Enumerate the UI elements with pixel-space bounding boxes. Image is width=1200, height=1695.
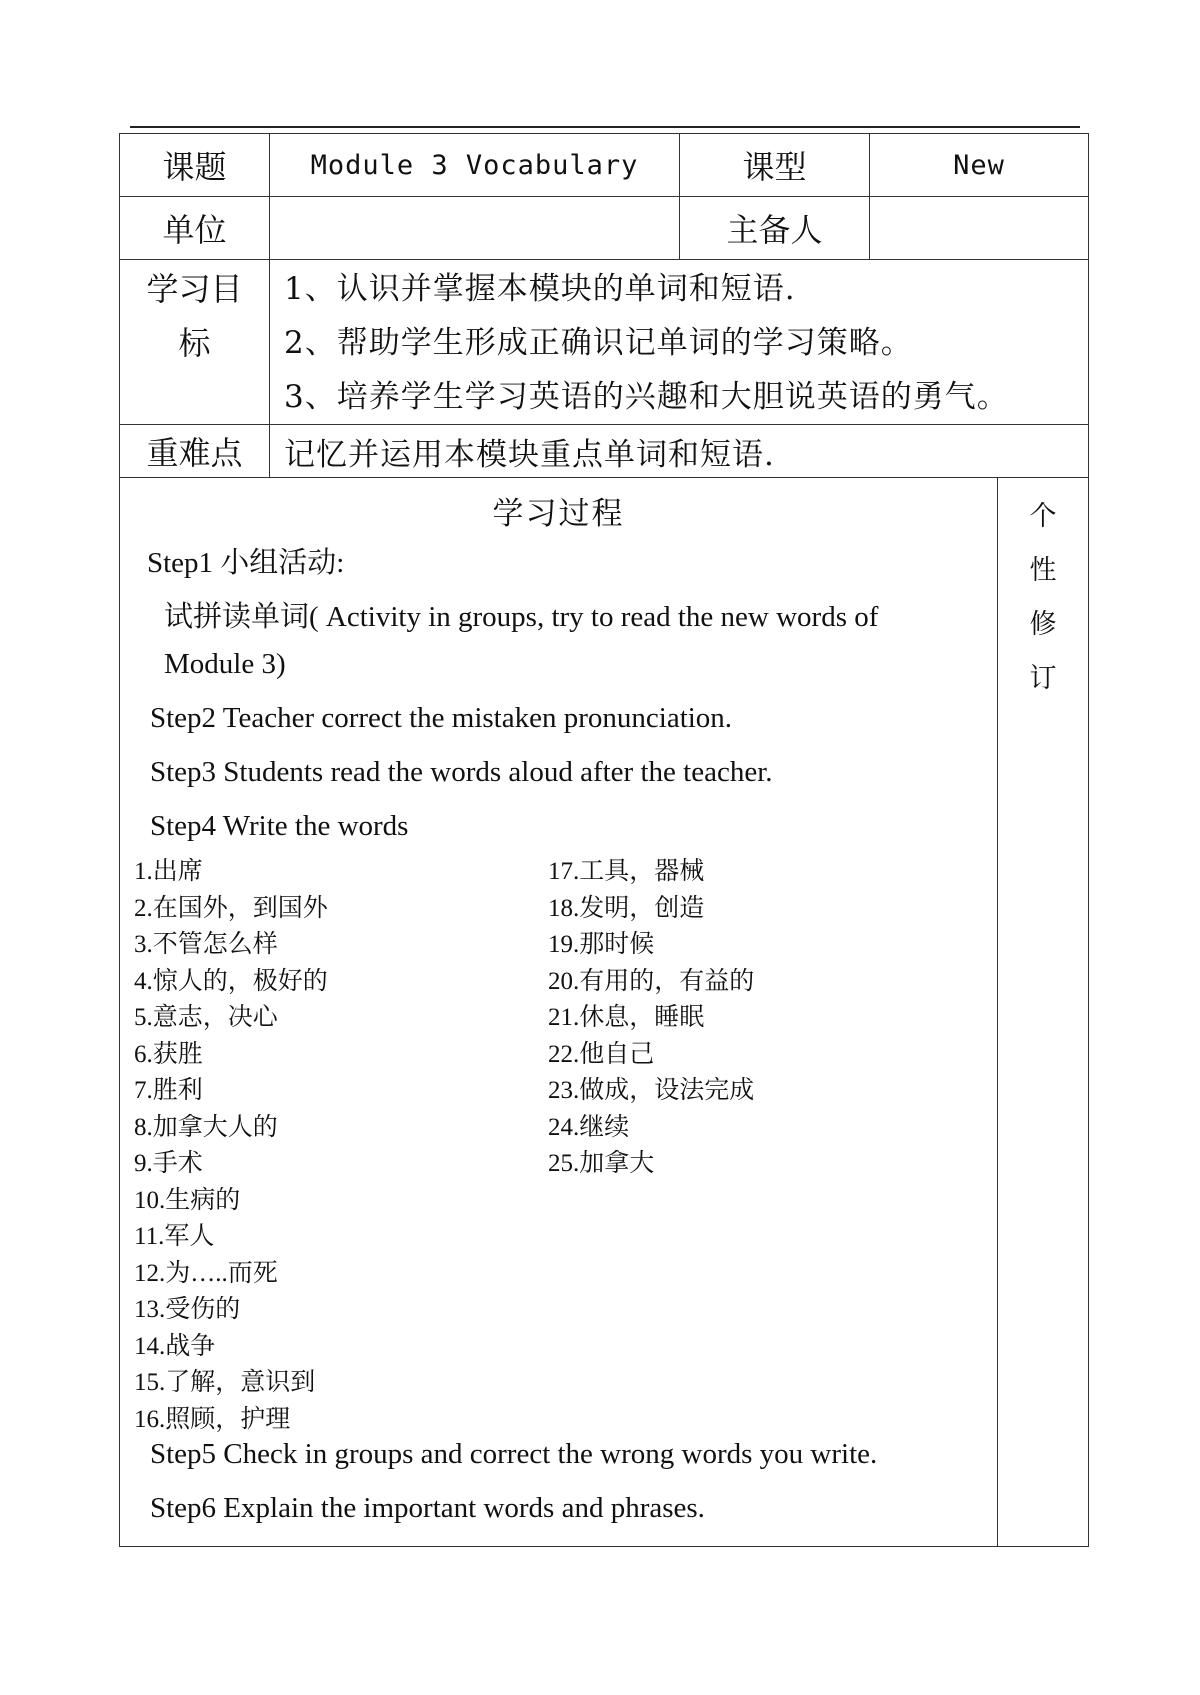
word-item: 20.有用的，有益的	[548, 967, 755, 995]
word-item: 15.了解，意识到	[134, 1369, 316, 1396]
process-main	[120, 478, 998, 1546]
word-item: 9.手术	[134, 1150, 203, 1177]
word-item: 22.他自己	[548, 1040, 655, 1068]
step1-detail-b: Module 3)	[164, 648, 286, 680]
preparer-value	[870, 197, 1089, 260]
word-item: 25.加拿大	[548, 1150, 655, 1177]
words-left-column	[134, 854, 328, 1438]
lesson-plan-table	[119, 133, 1089, 1547]
goals-list	[270, 260, 1089, 425]
word-item: 4.惊人的，极好的	[134, 967, 328, 995]
word-item: 10.生病的	[134, 1186, 241, 1214]
words-right-column	[548, 854, 754, 1183]
word-item: 18.发明，创造	[548, 894, 705, 922]
process-title: 学习过程	[492, 496, 625, 532]
preparer-label: 主备人	[680, 197, 870, 260]
header-rule	[130, 126, 1080, 128]
step5: Step5 Check in groups and correct the wrong words you write.	[150, 1438, 878, 1470]
word-item: 13.受伤的	[134, 1296, 241, 1323]
key-points-row	[120, 425, 1089, 478]
type-value: New	[870, 134, 1089, 197]
word-item: 8.加拿大人的	[134, 1113, 278, 1141]
step6: Step6 Explain the important words and phrases.	[150, 1492, 705, 1524]
type-label: 课型	[680, 134, 870, 197]
side-note-char: 修	[1029, 609, 1057, 640]
unit-label: 单位	[120, 197, 270, 260]
side-note-char: 性	[1029, 555, 1057, 586]
goals-row	[120, 260, 1089, 425]
unit-row	[120, 197, 1089, 260]
side-note-char: 个	[1029, 501, 1057, 532]
process-cell	[120, 478, 1089, 1547]
word-item: 24.继续	[548, 1113, 630, 1141]
word-item: 2.在国外，到国外	[134, 894, 328, 922]
process-row	[120, 478, 1089, 1547]
word-item: 1.出席	[134, 858, 203, 885]
side-note-char: 订	[1029, 663, 1057, 694]
goals-label	[120, 260, 270, 425]
topic-label: 课题	[120, 134, 270, 197]
topic-value: Module 3 Vocabulary	[270, 134, 680, 197]
step1-detail-a: 试拼读单词( Activity in groups, try to read the new words of	[164, 601, 879, 633]
word-item: 7.胜利	[134, 1077, 203, 1104]
topic-row	[120, 134, 1089, 197]
word-item: 17.工具，器械	[548, 858, 705, 885]
word-item: 21.休息，睡眠	[548, 1004, 705, 1031]
goals-label-line1: 学习目	[146, 270, 243, 308]
key-points-value: 记忆并运用本模块重点单词和短语.	[270, 425, 1089, 478]
goals-label-line2: 标	[178, 324, 211, 362]
step2: Step2 Teacher correct the mistaken pronunciation.	[150, 702, 733, 734]
goal-item: 1、认识并掌握本模块的单词和短语.	[284, 271, 796, 307]
goal-item: 2、帮助学生形成正确识记单词的学习策略。	[284, 325, 913, 361]
word-item: 16.照顾，护理	[134, 1405, 291, 1433]
key-points-label: 重难点	[120, 425, 270, 478]
word-item: 6.获胜	[134, 1040, 203, 1068]
word-item: 3.不管怎么样	[134, 931, 278, 958]
step4: Step4 Write the words	[150, 810, 409, 842]
word-item: 12.为…..而死	[134, 1259, 278, 1287]
word-item: 11.军人	[134, 1223, 215, 1250]
step1: Step1 小组活动:	[147, 547, 345, 579]
word-item: 14.战争	[134, 1332, 216, 1360]
goal-item: 3、培养学生学习英语的兴趣和大胆说英语的勇气。	[284, 379, 1009, 415]
word-item: 5.意志，决心	[134, 1004, 278, 1031]
word-item: 23.做成，设法完成	[548, 1077, 755, 1104]
word-item: 19.那时候	[548, 931, 655, 958]
unit-value	[270, 197, 680, 260]
step3: Step3 Students read the words aloud after the teacher.	[150, 756, 773, 788]
personal-revision-column	[998, 478, 1088, 706]
